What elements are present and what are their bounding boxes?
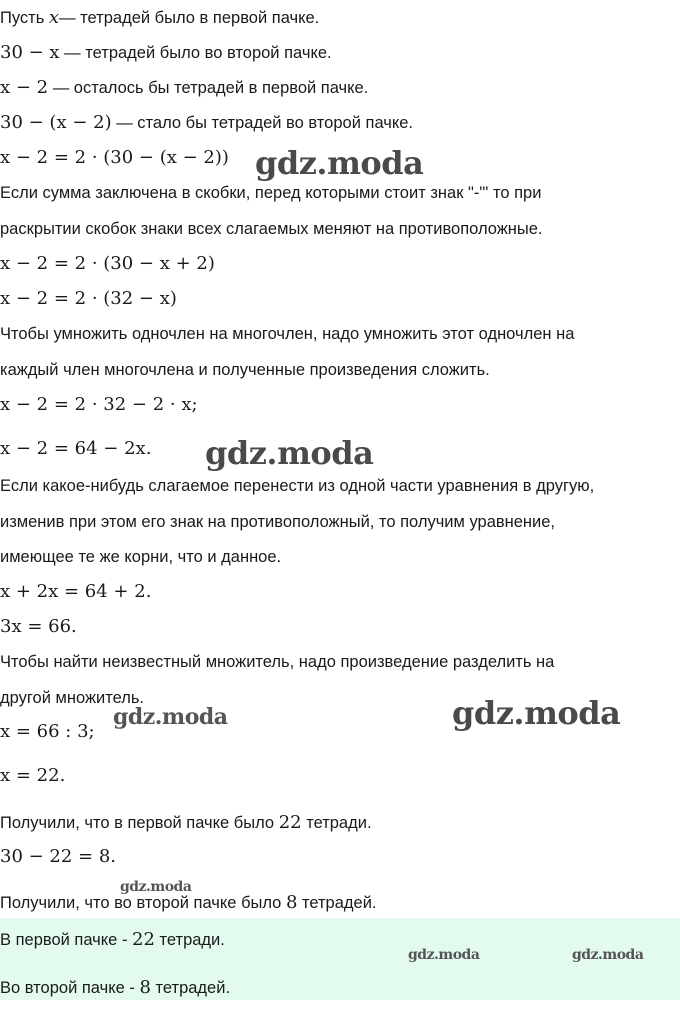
- result-text-1: Получили, что в первой пачке было 22 тетради.: [0, 812, 372, 833]
- rule-text-7: имеющее те же корни, что и данное.: [0, 548, 282, 566]
- equation-5: x − 2 = 64 − 2x.: [0, 438, 152, 459]
- watermark: gdz.moda: [452, 694, 621, 732]
- rule-text-3: Чтобы умножить одночлен на многочлен, надо умножить этот одночлен на: [0, 325, 575, 343]
- rule-text-5: Если какое-нибудь слагаемое перенести из одной части уравнения в другую,: [0, 477, 595, 495]
- rule-text-6: изменив при этом его знак на противоположный, то получим уравнение,: [0, 513, 556, 531]
- line-3: x − 2 — осталось бы тетрадей в первой пачке.: [0, 77, 369, 98]
- watermark: gdz.moda: [205, 434, 374, 472]
- line-1: Пусть x— тетрадей было в первой пачке.: [0, 7, 320, 28]
- answer-line-1: В первой пачке - 22 тетради.: [0, 929, 225, 950]
- watermark: gdz.moda: [572, 947, 644, 963]
- rule-text-4: каждый член многочлена и полученные произведения сложить.: [0, 361, 490, 379]
- rule-text-2: раскрытии скобок знаки всех слагаемых меняют на противоположные.: [0, 220, 543, 238]
- equation-1: x − 2 = 2 · (30 − (x − 2)): [0, 147, 229, 168]
- line-4: 30 − (x − 2) — стало бы тетрадей во второй пачке.: [0, 112, 414, 133]
- result-text-2: Получили, что во второй пачке было 8 тетрадей.: [0, 892, 377, 913]
- watermark: gdz.moda: [113, 704, 228, 730]
- equation-3: x − 2 = 2 · (32 − x): [0, 288, 177, 309]
- equation-10: 30 − 22 = 8.: [0, 846, 117, 867]
- equation-8: x = 66 : 3;: [0, 721, 95, 742]
- equation-4: x − 2 = 2 · 32 − 2 · x;: [0, 394, 198, 415]
- watermark: gdz.moda: [408, 947, 480, 963]
- answer-line-2: Во второй пачке - 8 тетрадей.: [0, 977, 231, 998]
- equation-2: x − 2 = 2 · (30 − x + 2): [0, 253, 215, 274]
- watermark: gdz.moda: [255, 144, 424, 182]
- watermark: gdz.moda: [120, 879, 192, 895]
- equation-7: 3x = 66.: [0, 616, 77, 637]
- line-2: 30 − x — тетрадей было во второй пачке.: [0, 42, 332, 63]
- equation-6: x + 2x = 64 + 2.: [0, 581, 152, 602]
- rule-text-8: Чтобы найти неизвестный множитель, надо произведение разделить на: [0, 653, 555, 671]
- rule-text-9: другой множитель.: [0, 689, 145, 707]
- equation-9: x = 22.: [0, 765, 66, 786]
- rule-text-1: Если сумма заключена в скобки, перед которыми стоит знак "-"' то при: [0, 184, 542, 202]
